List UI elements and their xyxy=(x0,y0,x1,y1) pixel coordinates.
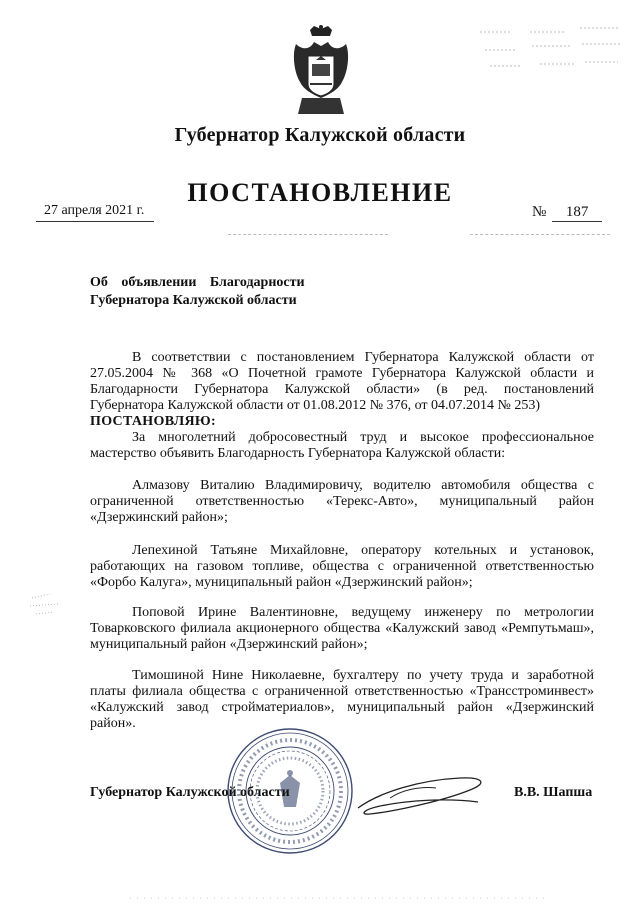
signatory-role: Губернатор Калужской области xyxy=(90,785,290,800)
document-type-heading: ПОСТАНОВЛЕНИЕ xyxy=(187,178,453,207)
document-number-value: 187 xyxy=(552,204,602,222)
awardee-paragraph: Лепехиной Татьяне Михайловне, оператору котельных и установок, работающих на газовом топливе, общества с ограниченной ответственностью «Форбо Калуга», муниципальный район «Дзержинский район»; xyxy=(90,543,594,590)
faint-dashed-line xyxy=(470,234,610,235)
subject-line-2: Губернатора Калужской области xyxy=(90,293,297,308)
legal-basis-paragraph: В соответствии с постановлением Губернатора Калужской области от 27.05.2004 № 368 «О Почетной грамоте Губернатора Калужской области и Благодарности Губернатора Калужской области» (в ред. постановлений Губернатора Калужской области от 01.08.2012 № 376, от 04.07.2014 № 253) xyxy=(90,350,594,413)
handwritten-signature xyxy=(350,772,500,822)
awardee-paragraph: Поповой Ирине Валентиновне, ведущему инженеру по метрологии Товарковского филиала акционерного общества «Калужский завод «Ремпутьмаш», муниципальный район «Дзержинский район»; xyxy=(90,605,594,652)
margin-scan-mark xyxy=(28,592,68,620)
subject-line-1: Об объявлении Благодарности xyxy=(90,275,305,290)
issuer-title: Губернатор Калужской области xyxy=(174,124,466,146)
faint-dashed-line xyxy=(228,234,388,235)
awardee-paragraph: Тимошиной Нине Николаевне, бухгалтеру по учету труда и заработной платы филиала общества с ограниченной ответственностью «Трансстроминвест» «Калужский завод стройматериалов», муниципальный район «Дзержинский район». xyxy=(90,668,594,731)
document-subject xyxy=(90,274,305,310)
awardee-paragraph: Алмазову Виталию Владимировичу, водителю автомобиля общества с ограниченной ответственностью «Терекс-Авто», муниципальный район «Дзержинский район»; xyxy=(90,478,594,525)
award-intro-paragraph: За многолетний добросовестный труд и высокое профессиональное мастерство объявить Благодарность Губернатора Калужской области: xyxy=(90,430,594,461)
signatory-name: В.В. Шапша xyxy=(514,785,593,800)
document-date: 27 апреля 2021 г. xyxy=(44,203,145,218)
date-underline xyxy=(36,221,154,222)
bottom-scan-artifact xyxy=(130,890,550,900)
scan-artifact-marks xyxy=(470,20,630,75)
decree-word: ПОСТАНОВЛЯЮ: xyxy=(90,414,216,429)
document-number xyxy=(532,204,602,222)
coat-of-arms-emblem xyxy=(290,24,352,116)
number-sign: № xyxy=(532,204,547,220)
